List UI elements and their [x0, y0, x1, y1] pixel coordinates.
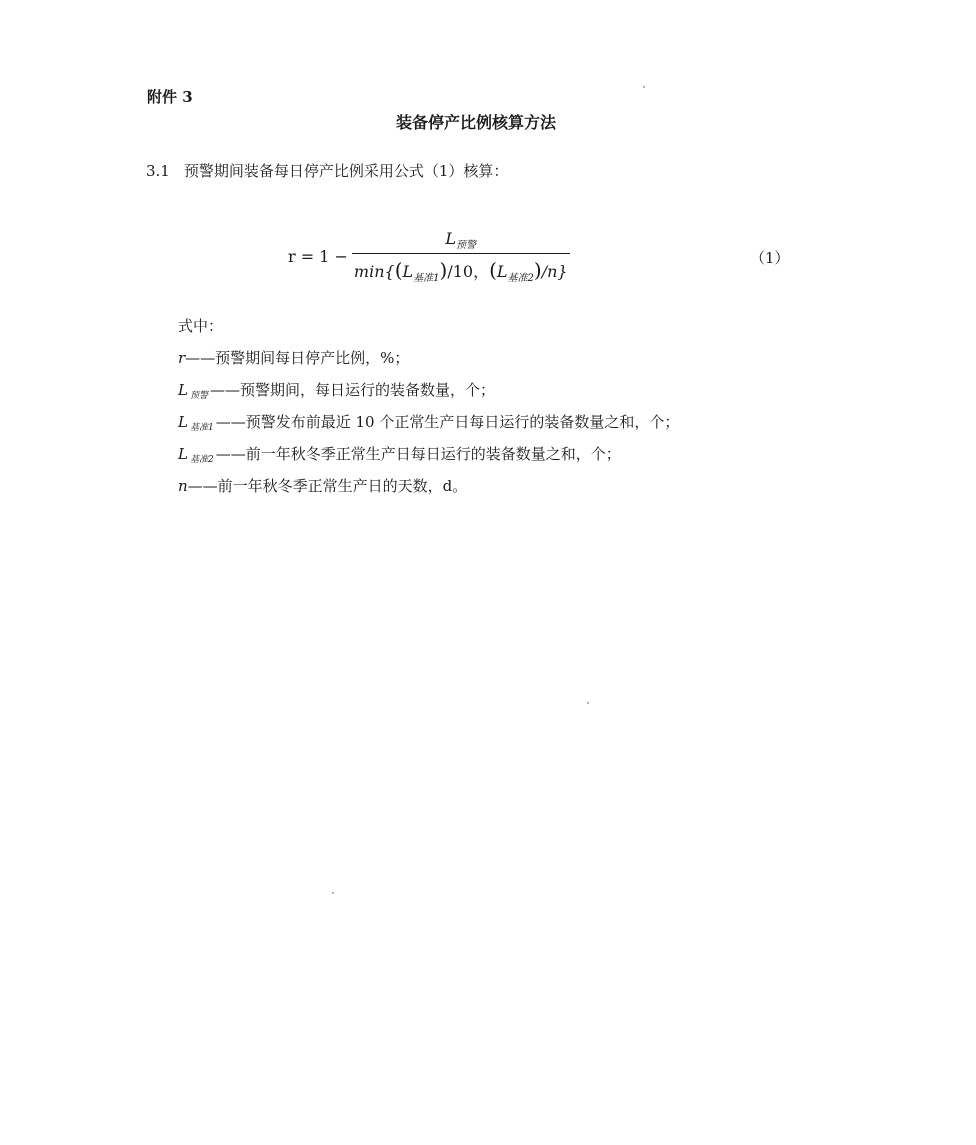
def-text: ——前一年秋冬季正常生产日每日运行的装备数量之和，个；	[215, 445, 621, 463]
section-text: 预警期间装备每日停产比例采用公式（1）核算：	[183, 162, 509, 180]
def-subscript: 基准1	[189, 423, 214, 433]
definition-row	[178, 379, 495, 401]
numerator-symbol: L	[445, 228, 457, 248]
def-text: ——预警发布前最近 10 个正常生产日每日运行的装备数量之和，个；	[215, 413, 680, 431]
scan-speck	[587, 702, 589, 704]
where-label: 式中：	[178, 317, 224, 335]
den-min: min{	[353, 261, 395, 281]
den-divisor-1: /10，	[447, 261, 490, 281]
document-title: 装备停产比例核算方法	[395, 113, 556, 132]
def-symbol: L	[178, 381, 188, 399]
def-symbol: L	[178, 445, 188, 463]
definition-row	[178, 347, 409, 368]
den-open-paren-1: (	[394, 257, 403, 282]
den-subscript-1: 基准1	[413, 272, 440, 284]
formula-fraction	[352, 229, 570, 284]
definition-row	[178, 443, 621, 465]
equation-number: （1）	[750, 249, 790, 267]
den-subscript-2: 基准2	[507, 272, 534, 284]
formula-lhs: r = 1 −	[288, 246, 348, 266]
den-symbol-2: L	[496, 261, 508, 281]
den-close-paren-2: )	[533, 257, 542, 282]
scan-speck	[332, 892, 334, 894]
attachment-label: 附件 3	[147, 88, 193, 106]
def-subscript: 基准2	[189, 455, 214, 465]
def-symbol: r	[178, 349, 186, 367]
definition-row	[178, 411, 679, 433]
def-text: ——预警期间，每日运行的装备数量，个；	[209, 381, 495, 399]
definition-row	[178, 475, 467, 496]
numerator-subscript: 预警	[456, 239, 477, 251]
def-subscript: 预警	[189, 391, 208, 401]
def-symbol: n	[178, 477, 188, 495]
scan-speck	[643, 86, 645, 88]
formula-denominator	[352, 253, 570, 284]
formula-numerator	[425, 229, 496, 253]
den-symbol-1: L	[402, 261, 414, 281]
def-text: ——预警期间每日停产比例，%；	[185, 349, 410, 367]
section-number: 3.1	[146, 162, 170, 180]
def-symbol: L	[178, 413, 188, 431]
formula	[288, 224, 570, 288]
den-close-paren-1: )	[439, 257, 448, 282]
den-divisor-2: /n}	[541, 261, 568, 281]
section-heading	[146, 160, 508, 181]
def-text: ——前一年秋冬季正常生产日的天数，d。	[187, 477, 468, 495]
den-open-paren-2: (	[489, 257, 497, 282]
